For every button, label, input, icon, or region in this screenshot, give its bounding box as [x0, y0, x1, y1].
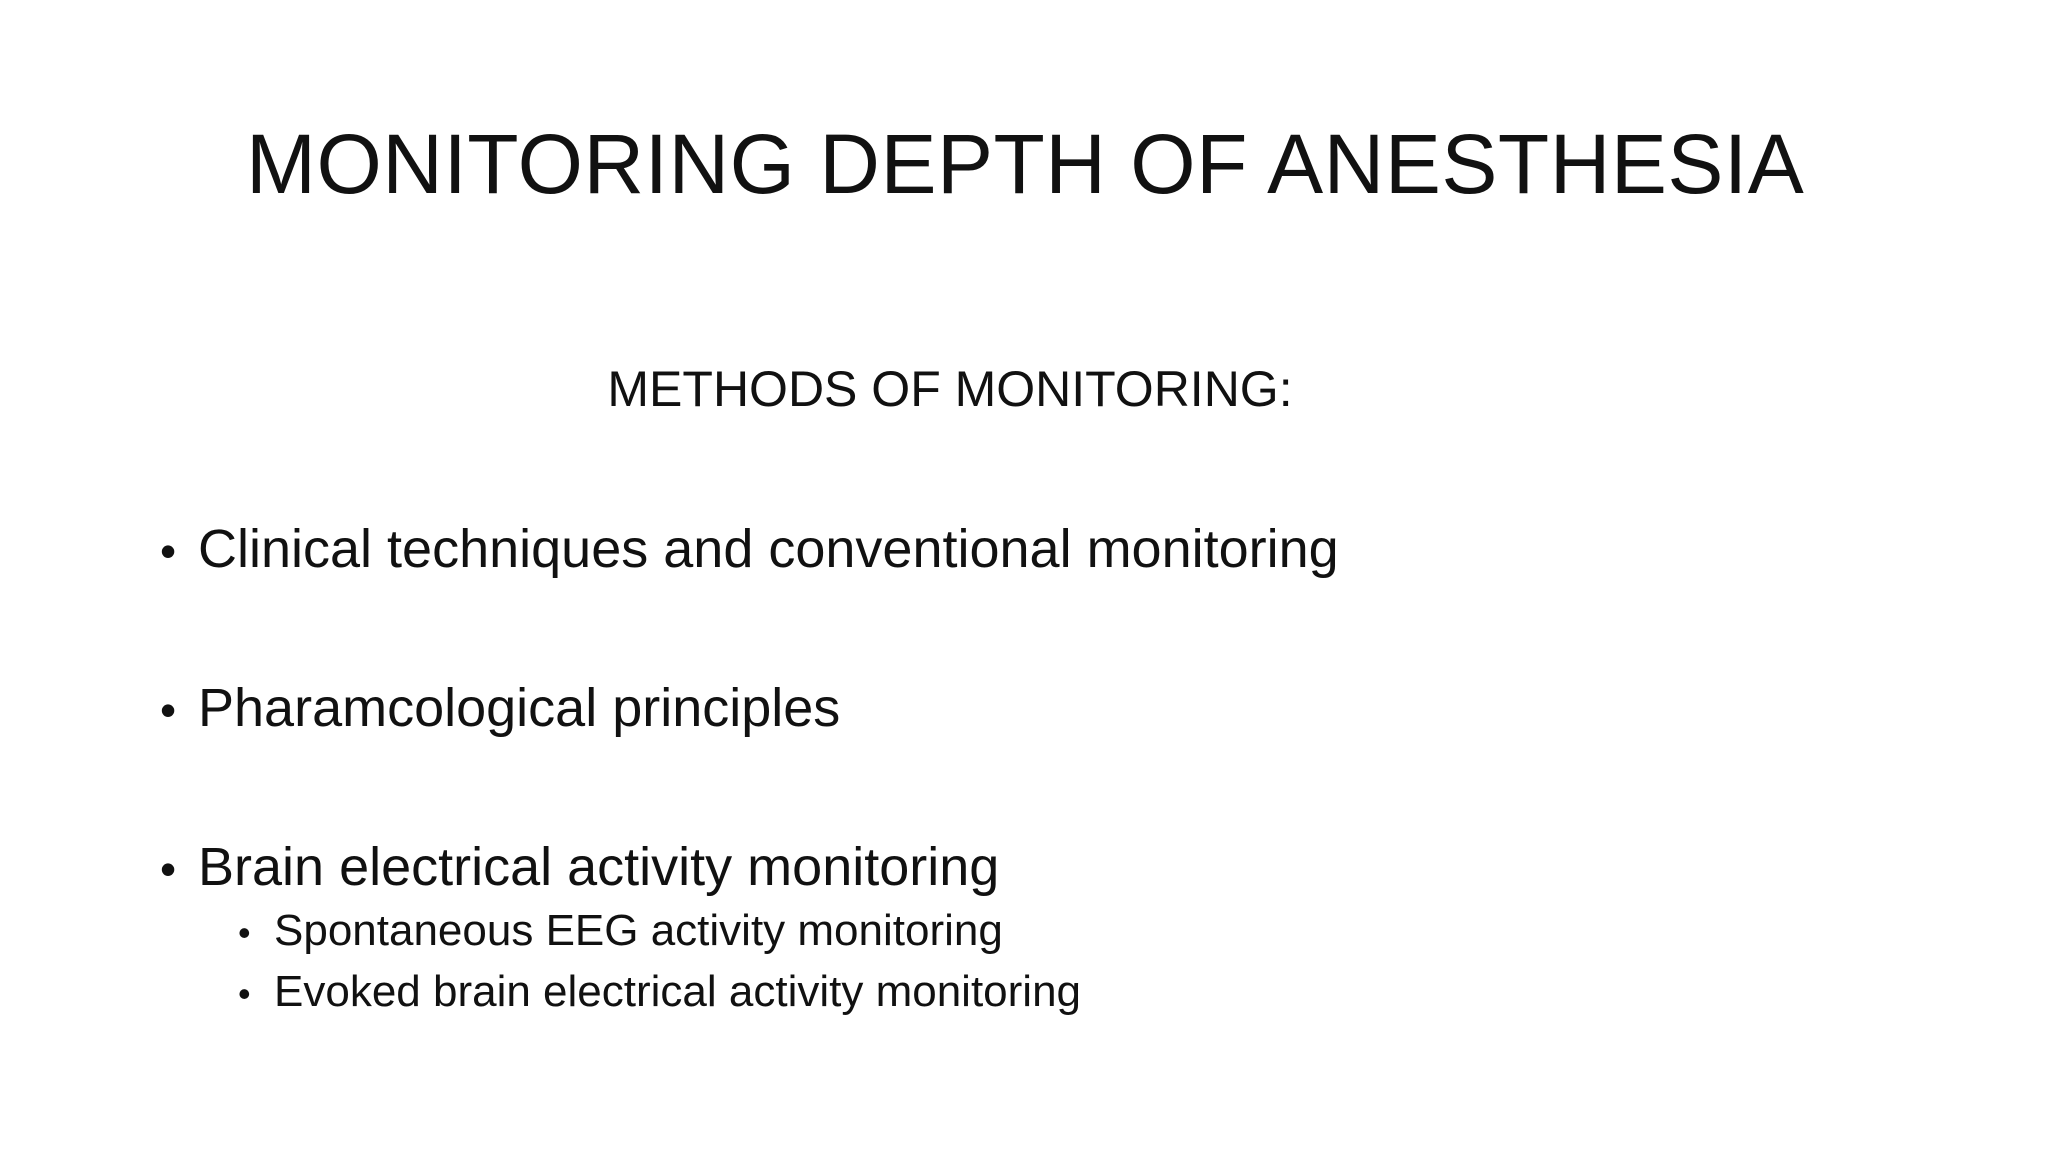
sub-bullet-text: Evoked brain electrical activity monitoring	[274, 967, 1082, 1016]
sub-bullet-item	[238, 968, 1081, 1016]
bullet-item	[160, 838, 999, 897]
bullet-item	[160, 520, 1339, 579]
sub-bullet-icon: •	[238, 973, 251, 1014]
bullet-text: Clinical techniques and conventional monitoring	[198, 519, 1339, 579]
sub-bullet-item	[238, 907, 1003, 955]
slide-title: MONITORING DEPTH OF ANESTHESIA	[246, 117, 1805, 211]
sub-bullet-icon: •	[238, 912, 251, 953]
bullet-text: Brain electrical activity monitoring	[198, 837, 1000, 897]
slide-subtitle: METHODS OF MONITORING:	[607, 361, 1293, 417]
sub-bullet-text: Spontaneous EEG activity monitoring	[274, 906, 1003, 955]
bullet-icon: •	[160, 843, 177, 895]
bullet-text: Pharamcological principles	[198, 678, 841, 738]
bullet-item	[160, 679, 840, 738]
bullet-icon: •	[160, 684, 177, 736]
bullet-icon: •	[160, 525, 177, 577]
